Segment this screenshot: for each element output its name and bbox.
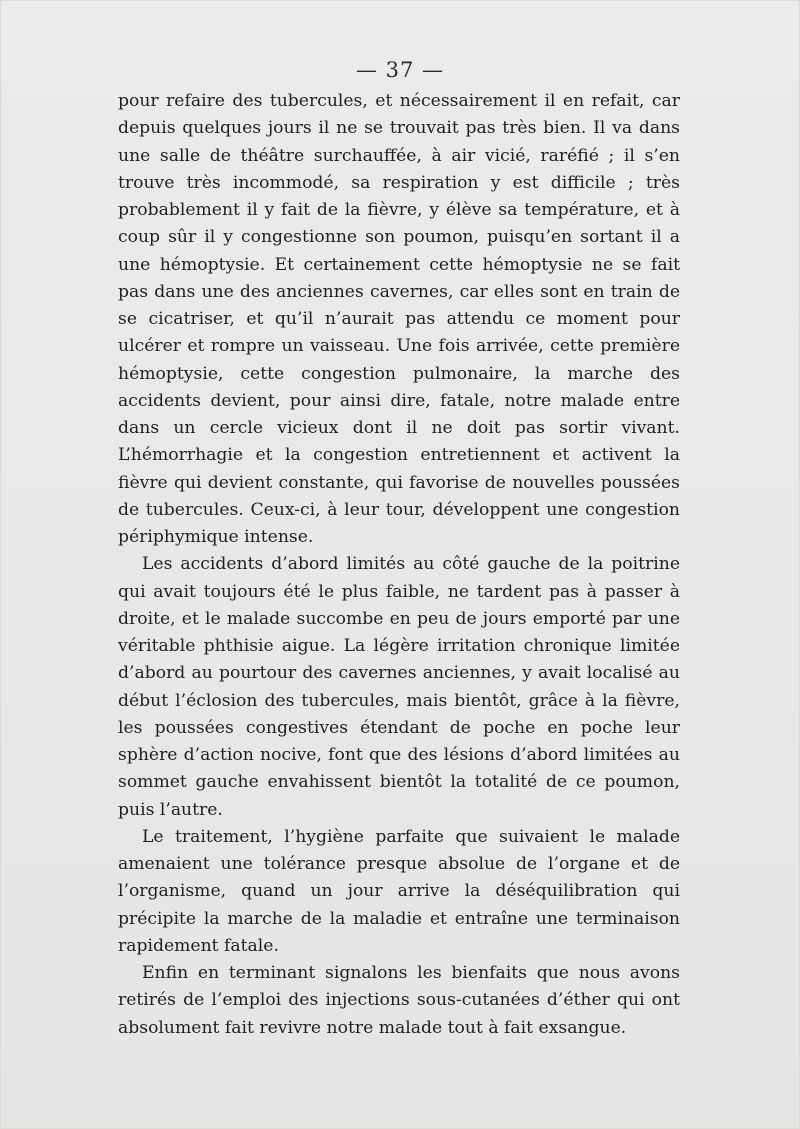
paragraph-conclusion: Enfin en terminant signalons les bienfaits que nous avons retirés de l’emploi des injections sous-cutanées d’éther qui ont absolument fait revivre notre malade tout à fait exsangue. xyxy=(118,963,680,1038)
paragraph-accidents: Les accidents d’abord limités au côté gauche de la poitrine qui avait toujours été le plus faible, ne tardent pas à passer à droite, et le malade succombe en peu de jours emporté par une véritable phthisie aigue. La légère irritation chronique limitée d’abord au pourtour des cavernes anciennes, y avait localisé au début l’éclosion des tubercules, mais bientôt, grâce à la fièvre, les poussées congestives étendant de poche en poche leur sphère d’action nocive, font que des lésions d’abord limitées au sommet gauche envahissent bientôt la totalité de ce poumon, puis l’autre. xyxy=(118,554,680,820)
paragraph-continuation: pour refaire des tubercules, et nécessairement il en refait, car depuis quelques jours il ne se trouvait pas très bien. Il va dans une salle de théâtre surchauffée, à air vicié, raréfié ; il s’en trouve très incommodé, sa respiration y est difficile ; très probablement il y fait de la fièvre, y élève sa température, et à coup sûr il y congestionne son poumon, puisqu’en sortant il a une hémoptysie. Et certainement cette hémoptysie ne se fait pas dans une des anciennes cavernes, car elles sont en train de se cicatriser, et qu’il n’aurait pas attendu ce moment pour ulcérer et rompre un vaisseau. Une fois arrivée, cette première hémoptysie, cette congestion pulmonaire, la marche des accidents devient, pour ainsi dire, fatale, notre malade entre dans un cercle vicieux dont il ne doit pas sortir vivant. L’hémorrhagie et la congestion entretiennent et activent la fièvre qui devient constante, qui favorise de nouvelles poussées de tubercules. Ceux-ci, à leur tour, développent une congestion périphymique intense. xyxy=(118,91,680,547)
page-number: — 37 — xyxy=(355,58,445,82)
paragraph-traitement: Le traitement, l’hygiène parfaite que suivaient le malade amenaient une tolérance presque absolue de l’organe et de l’organisme, quand un jour arrive la déséquilibration qui précipite la marche de la maladie et entraîne une terminaison rapidement fatale. xyxy=(118,826,680,956)
body-text xyxy=(118,88,680,1042)
